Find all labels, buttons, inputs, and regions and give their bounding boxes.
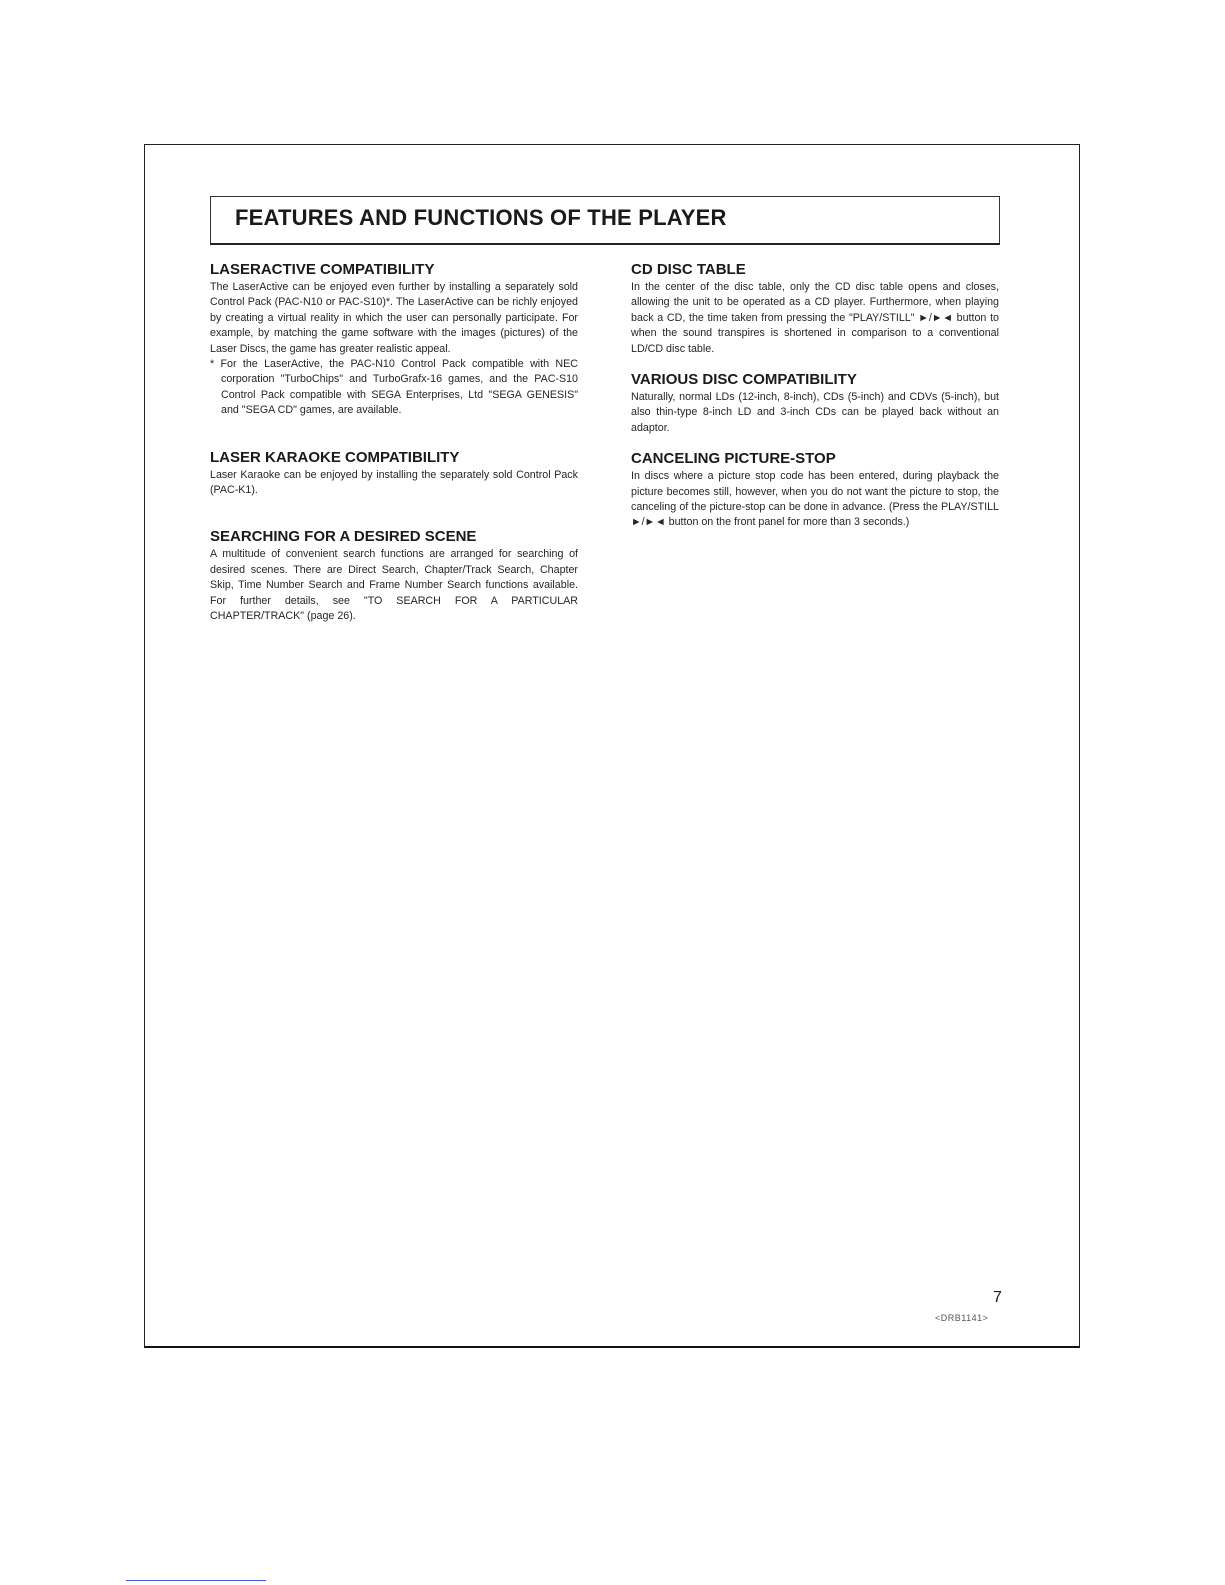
section-body: Laser Karaoke can be enjoyed by installing the separately sold Control Pack (PAC-K1). [210,468,578,497]
section-various-disc-compatibility [631,371,999,436]
scan-edge-mark [126,1580,266,1581]
section-heading: VARIOUS DISC COMPATIBILITY [631,371,857,389]
section-heading: LASER KARAOKE COMPATIBILITY [210,448,460,466]
section-searching-desired-scene [210,528,578,624]
section-body: In discs where a picture stop code has been entered, during playback the picture becomes still, however, when you do not want the picture to stop, the canceling of the picture-stop can be done in advance. (Press the PLAY/STILL ►/►◄ button on the front panel for more than 3 seconds.) [631,470,999,529]
page-number: 7 [993,1289,1002,1306]
section-laser-karaoke-compatibility [210,449,578,499]
section-laseractive-compatibility [210,261,578,419]
page-title: FEATURES AND FUNCTIONS OF THE PLAYER [235,205,727,230]
title-box [210,196,1000,245]
section-heading: LASERACTIVE COMPATIBILITY [210,261,435,278]
document-code: <DRB1141> [935,1313,989,1323]
section-canceling-picture-stop [631,450,999,531]
section-heading: CD DISC TABLE [631,261,746,278]
section-heading: CANCELING PICTURE-STOP [631,450,836,468]
section-body: The LaserActive can be enjoyed even further by installing a separately sold Control Pack (PAC-N10 or PAC-S10)*. The LaserActive can be richly enjoyed by creating a virtual reality in which the user can personally participate. For example, by matching the game software with the images (pictures) of the Laser Discs, the game has greater realistic appeal. [210,281,578,355]
right-column [631,261,999,531]
footnote: * For the LaserActive, the PAC-N10 Control Pack compatible with NEC corporation "TurboChips" and TurboGrafx-16 games, and the PAC-S10 Control Pack compatible with SEGA Enterprises, Ltd "SEGA GENESIS" and "SEGA CD" games, are available. [210,358,578,417]
section-body: In the center of the disc table, only the CD disc table opens and closes, allowing the unit to be operated as a CD player. Furthermore, when playing back a CD, the time taken from pressing the "PLAY/STILL" ►/►◄ button to when the sound transpires is shortened in comparison to a conventional LD/CD disc table. [631,281,999,355]
section-heading: SEARCHING FOR A DESIRED SCENE [210,528,477,546]
section-body: A multitude of convenient search functions are arranged for searching of desired scenes. There are Direct Search, Chapter/Track Search, Chapter Skip, Time Number Search and Frame Number Search functions available. For further details, see "TO SEARCH FOR A PARTICULAR CHAPTER/TRACK" (page 26). [210,548,578,623]
section-cd-disc-table [631,261,999,357]
section-body: Naturally, normal LDs (12-inch, 8-inch), CDs (5-inch) and CDVs (5-inch), but also thin-type 8-inch LD and 3-inch CDs can be played back without an adaptor. [631,391,999,434]
left-column [210,261,578,625]
